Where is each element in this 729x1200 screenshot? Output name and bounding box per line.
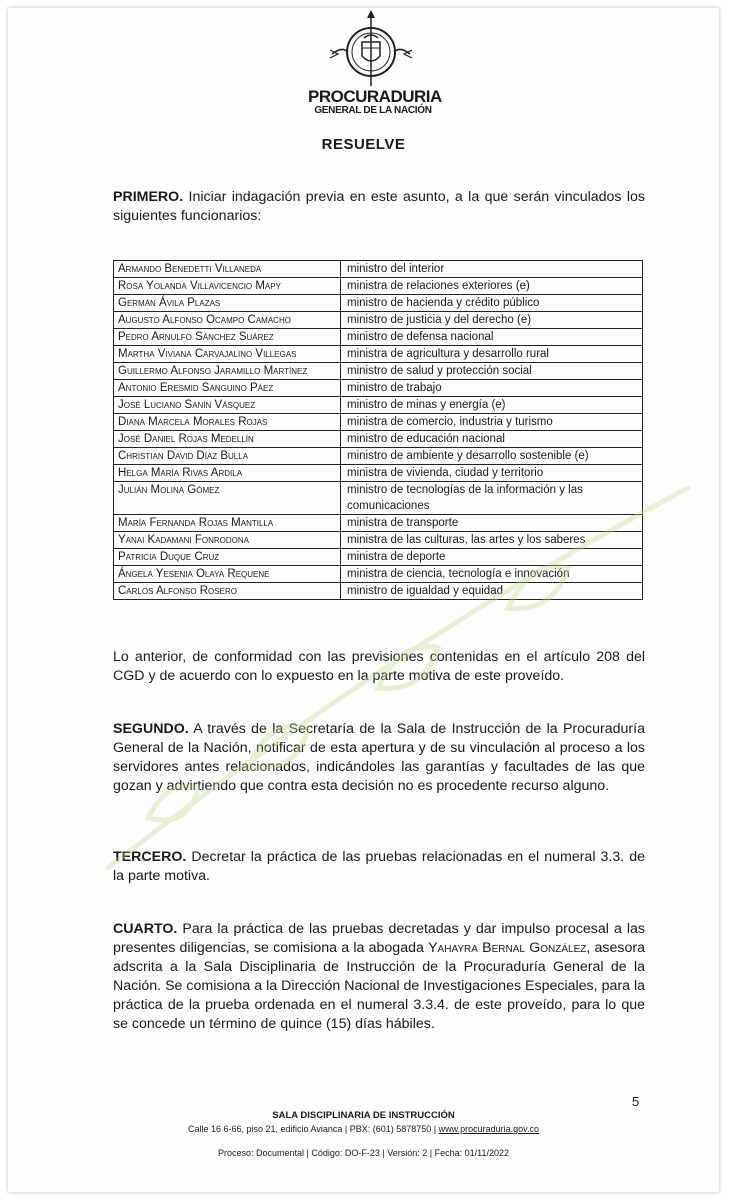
official-row xyxy=(114,465,643,482)
section-title: RESUELVE xyxy=(321,136,406,153)
official-name: Helga María Rivas Ardila xyxy=(114,465,341,482)
cuarto-lawyer-name: Yahayra Bernal González xyxy=(428,940,587,956)
primero-label: PRIMERO. xyxy=(113,189,184,205)
logo-name-accent: RIA xyxy=(414,87,442,106)
official-role: ministro del interior xyxy=(341,261,643,278)
official-row xyxy=(114,583,643,600)
official-row xyxy=(114,312,643,329)
official-role: ministra de relaciones exteriores (e) xyxy=(341,278,643,295)
official-name: Yanai Kadamani Fonrodona xyxy=(114,532,341,549)
official-name: Julián Molina Gómez xyxy=(114,482,341,515)
document-page xyxy=(8,8,719,1192)
official-name: Germán Ávila Plazas xyxy=(114,295,341,312)
official-role: ministro de trabajo xyxy=(341,380,643,397)
cuarto-label: CUARTO. xyxy=(113,921,178,937)
official-name: Rosa Yolanda Villavicencio Mapy xyxy=(114,278,341,295)
footer-website-link[interactable]: www.procuraduria.gov.co xyxy=(438,1124,540,1134)
official-role: ministra de deporte xyxy=(341,549,643,566)
official-role: ministro de minas y energía (e) xyxy=(341,397,643,414)
official-row xyxy=(114,380,643,397)
segundo-label: SEGUNDO. xyxy=(113,721,189,737)
official-name: Augusto Alfonso Ocampo Camacho xyxy=(114,312,341,329)
official-name: Antonio Eresmid Sanguino Páez xyxy=(114,380,341,397)
official-name: Christian David Díaz Bulla xyxy=(114,448,341,465)
official-name: Carlos Alfonso Rosero xyxy=(114,583,341,600)
official-row xyxy=(114,515,643,532)
primero-text: Iniciar indagación previa en este asunto, a la que serán vinculados los siguientes funcionarios: xyxy=(113,189,645,224)
official-row xyxy=(114,482,643,515)
official-role: ministra de agricultura y desarrollo rural xyxy=(341,346,643,363)
official-role: ministro de hacienda y crédito público xyxy=(341,295,643,312)
official-row xyxy=(114,532,643,549)
official-role: ministro de igualdad y equidad xyxy=(341,583,643,600)
officials-table xyxy=(113,260,643,600)
logo-name-sub: GENERAL DE LA NACIÓN xyxy=(314,105,432,116)
official-row xyxy=(114,549,643,566)
official-role: ministra de ciencia, tecnología e innovación xyxy=(341,566,643,583)
segundo-paragraph xyxy=(113,720,645,796)
official-row xyxy=(114,346,643,363)
official-role: ministra de vivienda, ciudad y territorio xyxy=(341,465,643,482)
procuraduria-logo xyxy=(308,87,442,116)
official-row xyxy=(114,566,643,583)
official-name: José Daniel Rojas Medellín xyxy=(114,431,341,448)
official-role: ministro de educación nacional xyxy=(341,431,643,448)
official-row xyxy=(114,414,643,431)
official-role: ministro de justicia y del derecho (e) xyxy=(341,312,643,329)
official-name: José Luciano Sanín Vásquez xyxy=(114,397,341,414)
official-name: Guillermo Alfonso Jaramillo Martínez xyxy=(114,363,341,380)
tercero-label: TERCERO. xyxy=(113,849,187,865)
footer-address: Calle 16 6-66, piso 21, edificio Avianca | PBX: (601) 5878750 | xyxy=(187,1124,439,1134)
colombia-coat-of-arms-icon xyxy=(326,10,416,90)
official-row xyxy=(114,261,643,278)
official-name: Patricia Duque Cruz xyxy=(114,549,341,566)
official-row xyxy=(114,363,643,380)
official-row xyxy=(114,295,643,312)
footer-office: SALA DISCIPLINARIA DE INSTRUCCIÓN xyxy=(272,1110,455,1121)
official-row xyxy=(114,397,643,414)
official-name: Ángela Yesenia Olaya Requene xyxy=(114,566,341,583)
official-row xyxy=(114,431,643,448)
official-role: ministra de comercio, industria y turismo xyxy=(341,414,643,431)
tercero-paragraph xyxy=(113,848,645,886)
official-role: ministro de salud y protección social xyxy=(341,363,643,380)
cuarto-paragraph xyxy=(113,920,645,1034)
official-role: ministro de tecnologías de la información y las comunicaciones xyxy=(341,482,643,515)
tercero-text: Decretar la práctica de las pruebas relacionadas en el numeral 3.3. de la parte motiva. xyxy=(113,849,645,884)
page-number: 5 xyxy=(632,1094,640,1109)
official-name: Martha Viviana Carvajalino Villegas xyxy=(114,346,341,363)
official-name: Armando Benedetti Villaneda xyxy=(114,261,341,278)
footer-address-line xyxy=(8,1124,719,1134)
official-row xyxy=(114,278,643,295)
cuarto-text-b: , asesora adscrita a la Sala Disciplinaria de Instrucción de la Procuraduría General de la Nación. Se comisiona a la Dirección Nacional de Investigaciones Especiales, para la práctica de la prueba ordenada en el numeral 3.3.4. de este proveído, para lo que se concede un término de quince (15) días hábiles. xyxy=(113,940,645,1032)
logo-name-main: PROCURADU xyxy=(308,87,414,106)
official-role: ministra de transporte xyxy=(341,515,643,532)
official-name: Pedro Arnulfo Sánchez Suárez xyxy=(114,329,341,346)
segundo-text: A través de la Secretaría de la Sala de Instrucción de la Procuraduría General de la Nación, notificar de esta apertura y de su vinculación al proceso a los servidores antes relacionados, indicándoles las garantías y facultades de las que gozan y advirtiendo que contra esta decisión no es procedente recurso alguno. xyxy=(113,721,645,794)
official-role: ministro de ambiente y desarrollo sostenible (e) xyxy=(341,448,643,465)
official-name: María Fernanda Rojas Mantilla xyxy=(114,515,341,532)
official-name: Diana Marcela Morales Rojas xyxy=(114,414,341,431)
anterior-paragraph: Lo anterior, de conformidad con las previsiones contenidas en el artículo 208 del CGD y de acuerdo con lo expuesto en la parte motiva de este proveído. xyxy=(113,649,645,684)
primero-paragraph xyxy=(113,188,645,226)
cuarto-text-a: Para la práctica de las pruebas decretadas y dar impulso procesal a las presentes diligencias, se comisiona a la abogada xyxy=(113,921,645,956)
footer-process: Proceso: Documental | Código: DO-F-23 | Versión: 2 | Fecha: 01/11/2022 xyxy=(218,1148,509,1158)
official-role: ministra de las culturas, las artes y los saberes xyxy=(341,532,643,549)
official-role: ministro de defensa nacional xyxy=(341,329,643,346)
official-row xyxy=(114,329,643,346)
official-row xyxy=(114,448,643,465)
